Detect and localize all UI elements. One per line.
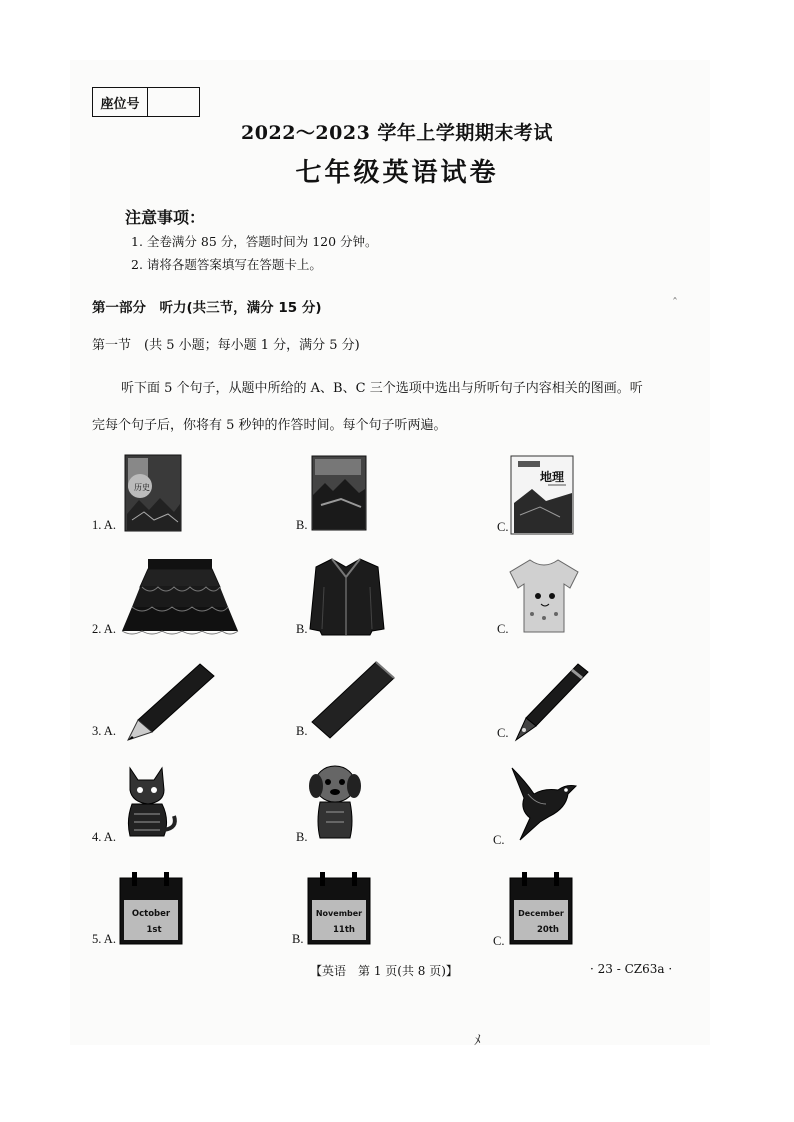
seat-number-box (92, 87, 200, 117)
calendar-month: December (518, 909, 564, 918)
history-book-icon (124, 454, 182, 532)
geography-book-icon (510, 455, 574, 535)
note-item: 1. 全卷满分 85 分，答题时间为 120 分钟。 (131, 234, 378, 249)
question-5-option-c: C. (493, 934, 505, 948)
calendar-month: October (131, 909, 171, 919)
question-4-label: 4. A. (92, 830, 116, 844)
calendar-icon (118, 870, 184, 946)
ruler-icon (310, 660, 396, 740)
calendar-icon (306, 870, 372, 946)
page-footer-code: · 23 - CZ63a · (590, 962, 673, 976)
cat-icon (118, 764, 180, 840)
calendar-icon (508, 870, 574, 946)
page-footer-info: 【英语 第 1 页(共 8 页)】 (310, 964, 458, 978)
exam-title: 2022～2023 学年上学期期末考试 (241, 122, 553, 144)
question-4-option-b: B. (296, 830, 308, 844)
question-5-label: 5. A. (92, 932, 116, 946)
exam-subtitle: 七年级英语试卷 (295, 158, 499, 188)
calendar-day: 1st (146, 925, 162, 935)
question-3-option-c: C. (497, 726, 509, 740)
bird-icon (506, 764, 584, 842)
question-3-option-b: B. (296, 724, 308, 738)
question-2-label: 2. A. (92, 622, 116, 636)
calendar-day: 11th (333, 925, 355, 935)
photo-book-icon (311, 455, 367, 531)
svg-text:历史: 历史 (134, 483, 150, 492)
question-1-label: 1. A. (92, 518, 116, 532)
calendar-day: 20th (537, 925, 559, 935)
question-5-option-b: B. (292, 932, 304, 946)
question-2-option-b: B. (296, 622, 308, 636)
question-1-option-c: C. (497, 520, 509, 534)
tshirt-icon (508, 558, 580, 634)
pencil-icon (122, 660, 216, 744)
scan-mark: ﾒ (474, 1033, 481, 1049)
jacket-icon (308, 557, 386, 637)
seat-number-blank (148, 88, 199, 116)
part-title: 第一部分 听力(共三节，满分 15 分) (92, 300, 322, 316)
question-4-option-c: C. (493, 833, 505, 847)
notes-heading: 注意事项： (125, 208, 206, 227)
geography-book-title: 地理 (540, 470, 565, 484)
calendar-month: November (315, 909, 363, 918)
skirt-icon (120, 557, 240, 635)
instruction-line: 听下面 5 个句子，从题中所给的 A、B、C 三个选项中选出与所听句子内容相关的图画。听 (121, 381, 643, 396)
note-item: 2. 请将各题答案填写在答题卡上。 (131, 257, 322, 272)
scan-speck: ˆ (672, 296, 678, 310)
dog-icon (306, 762, 364, 842)
question-1-option-b: B. (296, 518, 308, 532)
instruction-line: 完每个句子后，你将有 5 秒钟的作答时间。每个句子听两遍。 (92, 418, 447, 433)
section-title: 第一节 (共 5 小题；每小题 1 分，满分 5 分) (92, 338, 360, 353)
question-2-option-c: C. (497, 622, 509, 636)
question-3-label: 3. A. (92, 724, 116, 738)
pen-icon (508, 660, 590, 742)
seat-number-label: 座位号 (93, 88, 148, 116)
